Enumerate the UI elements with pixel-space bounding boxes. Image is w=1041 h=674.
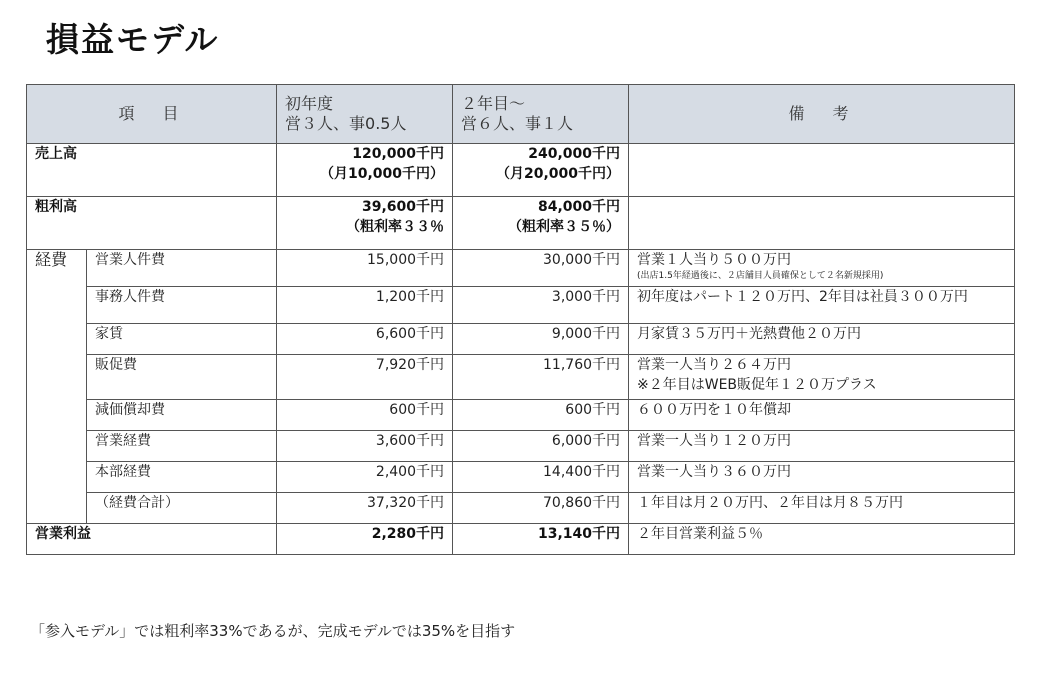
- gross-year2-value: 84,000千円: [537, 199, 621, 215]
- expense-label: 本部経費: [87, 462, 277, 493]
- expense-year1: 3,600千円: [277, 431, 453, 462]
- expense-total-note: １年目は月２０万円、２年目は月８５万円: [629, 493, 1015, 524]
- operating-year2: 13,140千円: [453, 524, 629, 555]
- expense-label: 家賃: [87, 324, 277, 355]
- header-year2: [453, 85, 629, 144]
- sales-year1: [277, 144, 453, 197]
- expense-label: 減価償却費: [87, 400, 277, 431]
- expense-year2: 11,760千円: [453, 355, 629, 400]
- expense-total-row: [27, 493, 1015, 524]
- sales-year1-value: 120,000千円: [352, 146, 445, 162]
- sales-year2-value: 240,000千円: [528, 146, 621, 162]
- expense-note: 初年度はパート１２０万円、2年目は社員３００万円: [629, 287, 1015, 324]
- expense-year1: 2,400千円: [277, 462, 453, 493]
- expense-year1: 600千円: [277, 400, 453, 431]
- expense-year2: 3,000千円: [453, 287, 629, 324]
- expense-row: [27, 355, 1015, 400]
- header-year1-title: 初年度: [285, 94, 334, 113]
- expense-year1: 7,920千円: [277, 355, 453, 400]
- expense-year1: 6,600千円: [277, 324, 453, 355]
- operating-label: 営業利益: [27, 524, 277, 555]
- header-year1: [277, 85, 453, 144]
- expense-label: 事務人件費: [87, 287, 277, 324]
- expense-year1: 1,200千円: [277, 287, 453, 324]
- expense-label: 営業人件費: [87, 250, 277, 287]
- gross-year1: [277, 197, 453, 250]
- expense-year2: 9,000千円: [453, 324, 629, 355]
- gross-year2: [453, 197, 629, 250]
- gross-profit-row: [27, 197, 1015, 250]
- header-item: 項 目: [27, 85, 277, 144]
- expense-total-year2: 70,860千円: [453, 493, 629, 524]
- sales-year2-monthly: （月20,000千円）: [495, 166, 621, 182]
- expense-note-main: 営業１人当り５００万円: [637, 252, 792, 268]
- footnote: 「参入モデル」では粗利率33%であるが、完成モデルでは35%を目指す: [30, 622, 516, 640]
- expense-label: 営業経費: [87, 431, 277, 462]
- expense-note: 営業一人当り３６０万円: [629, 462, 1015, 493]
- expense-year2: 600千円: [453, 400, 629, 431]
- expense-row: [27, 324, 1015, 355]
- gross-note: [629, 197, 1015, 250]
- expense-note: [629, 355, 1015, 400]
- expense-year2: 6,000千円: [453, 431, 629, 462]
- profit-loss-table: [26, 84, 1015, 555]
- expense-row: [27, 250, 1015, 287]
- page-title: 損益モデル: [46, 20, 220, 59]
- gross-label: 粗利高: [27, 197, 277, 250]
- header-row: [27, 85, 1015, 144]
- gross-year1-value: 39,600千円: [361, 199, 445, 215]
- expense-row: [27, 287, 1015, 324]
- expense-row: [27, 431, 1015, 462]
- expense-note: 月家賃３５万円＋光熱費他２０万円: [629, 324, 1015, 355]
- sales-year2: [453, 144, 629, 197]
- gross-year2-rate: （粗利率３５％）: [508, 219, 621, 235]
- expense-note: ６００万円を１０年償却: [629, 400, 1015, 431]
- expense-year1: 15,000千円: [277, 250, 453, 287]
- expense-total-label: （経費合計）: [87, 493, 277, 524]
- expense-note-main: 営業一人当り２６４万円: [637, 357, 792, 373]
- expense-year2: 30,000千円: [453, 250, 629, 287]
- expense-row: [27, 400, 1015, 431]
- expense-year2: 14,400千円: [453, 462, 629, 493]
- expense-note: 営業一人当り１２０万円: [629, 431, 1015, 462]
- header-year2-title: ２年目～: [461, 94, 526, 113]
- expense-note-extra: ※２年目はWEB販促年１２０万プラス: [637, 377, 877, 393]
- expense-total-year1: 37,320千円: [277, 493, 453, 524]
- expense-label: 販促費: [87, 355, 277, 400]
- expense-row: [27, 462, 1015, 493]
- sales-row: [27, 144, 1015, 197]
- operating-year1: 2,280千円: [277, 524, 453, 555]
- operating-note: ２年目営業利益５％: [629, 524, 1015, 555]
- operating-profit-row: [27, 524, 1015, 555]
- expense-note-small: (出店1.5年経過後に、２店舗目人員確保として２名新規採用): [637, 271, 884, 281]
- header-year1-staff: 営３人、事0.5人: [285, 114, 407, 133]
- sales-note: [629, 144, 1015, 197]
- expense-note: [629, 250, 1015, 287]
- sales-label: 売上高: [27, 144, 277, 197]
- gross-year1-rate: （粗利率３３％: [346, 219, 445, 235]
- expenses-category-label: 経費: [27, 250, 87, 524]
- header-year2-staff: 営６人、事１人: [461, 114, 574, 133]
- sales-year1-monthly: （月10,000千円）: [319, 166, 445, 182]
- header-note: 備 考: [629, 85, 1015, 144]
